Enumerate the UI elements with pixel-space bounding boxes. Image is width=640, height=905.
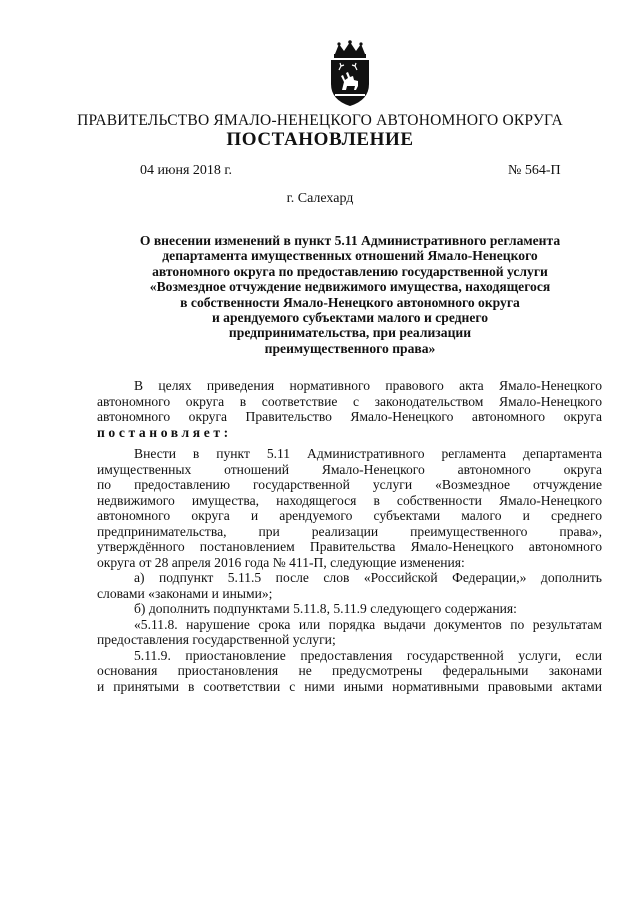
text-line: по предоставлению государственной услуги «Возмездное отчуждение (97, 477, 602, 492)
heading-line: преимущественного права» (264, 340, 436, 356)
heading-line: предпринимательства, при реализации (228, 325, 472, 341)
text-line: автономного округа в соответствие с законодательством Ямало-Ненецкого (97, 393, 602, 409)
heading-line: «Возмездное отчуждение недвижимого имущества, находящегося (149, 279, 551, 295)
heading-line: О внесении изменений в пункт 5.11 Административного регламента (139, 233, 561, 248)
text-line: предоставления государственной услуги; (97, 632, 336, 647)
document-date: 04 июня 2018 г. (140, 163, 233, 178)
preamble-paragraph (97, 378, 602, 440)
text-line: б) дополнить подпунктами 5.11.8, 5.11.9 следующего содержания: (134, 601, 517, 616)
document-type: ПОСТАНОВЛЕНИЕ (226, 129, 414, 150)
text-line: автономного округа Правительство Ямало-Ненецкого автономного округа (97, 409, 602, 424)
text-line: а) подпункт 5.11.5 после слов «Российской Федерации,» дополнить (134, 570, 602, 585)
text-line: основания приостановления не предусмотрены федеральными законами (97, 663, 602, 678)
amendment-paragraphs (97, 446, 602, 694)
heading-line: автономного округа по предоставлению государственной услуги (152, 263, 548, 279)
heading-line: в собственности Ямало-Ненецкого автономного округа (180, 294, 520, 310)
text-line: автономного округа и арендуемого субъектами малого и среднего (97, 508, 602, 523)
text-line: 5.11.9. приостановление предоставления государственной услуги, если (134, 647, 602, 663)
government-name: ПРАВИТЕЛЬСТВО ЯМАЛО-НЕНЕЦКОГО АВТОНОМНОГО ОКРУГА (77, 112, 563, 129)
text-line: утверждённого постановлением Правительства Ямало-Ненецкого автономного (97, 539, 602, 554)
resolution-word: постановляет: (97, 424, 232, 440)
text-line: Внести в пункт 5.11 Административного регламента департамента (134, 446, 602, 461)
text-line: недвижимого имущества, находящегося в собственности Ямало-Ненецкого (97, 492, 602, 508)
heading-line: и арендуемого субъектами малого и среднего (211, 310, 489, 326)
coat-of-arms-icon (325, 40, 375, 108)
text-line: и принятыми в соответствии с ними иными нормативными правовыми актами (97, 678, 602, 694)
document-city: г. Салехард (286, 191, 354, 206)
text-line: В целях приведения нормативного правового акта Ямало-Ненецкого (134, 378, 602, 393)
text-line: округа от 28 апреля 2016 года № 411-П, следующие изменения: (97, 554, 465, 570)
document-number: № 564-П (508, 163, 561, 178)
heading-line: департамента имущественных отношений Ямало-Ненецкого (162, 248, 538, 264)
text-line: имущественных отношений Ямало-Ненецкого автономного округа (97, 461, 602, 477)
text-line: предпринимательства, при реализации преимущественного права», (97, 523, 602, 539)
text-line: словами «законами и иными»; (97, 585, 273, 601)
document-heading (110, 233, 590, 356)
text-line: «5.11.8. нарушение срока или порядка выдачи документов по результатам (134, 616, 602, 632)
